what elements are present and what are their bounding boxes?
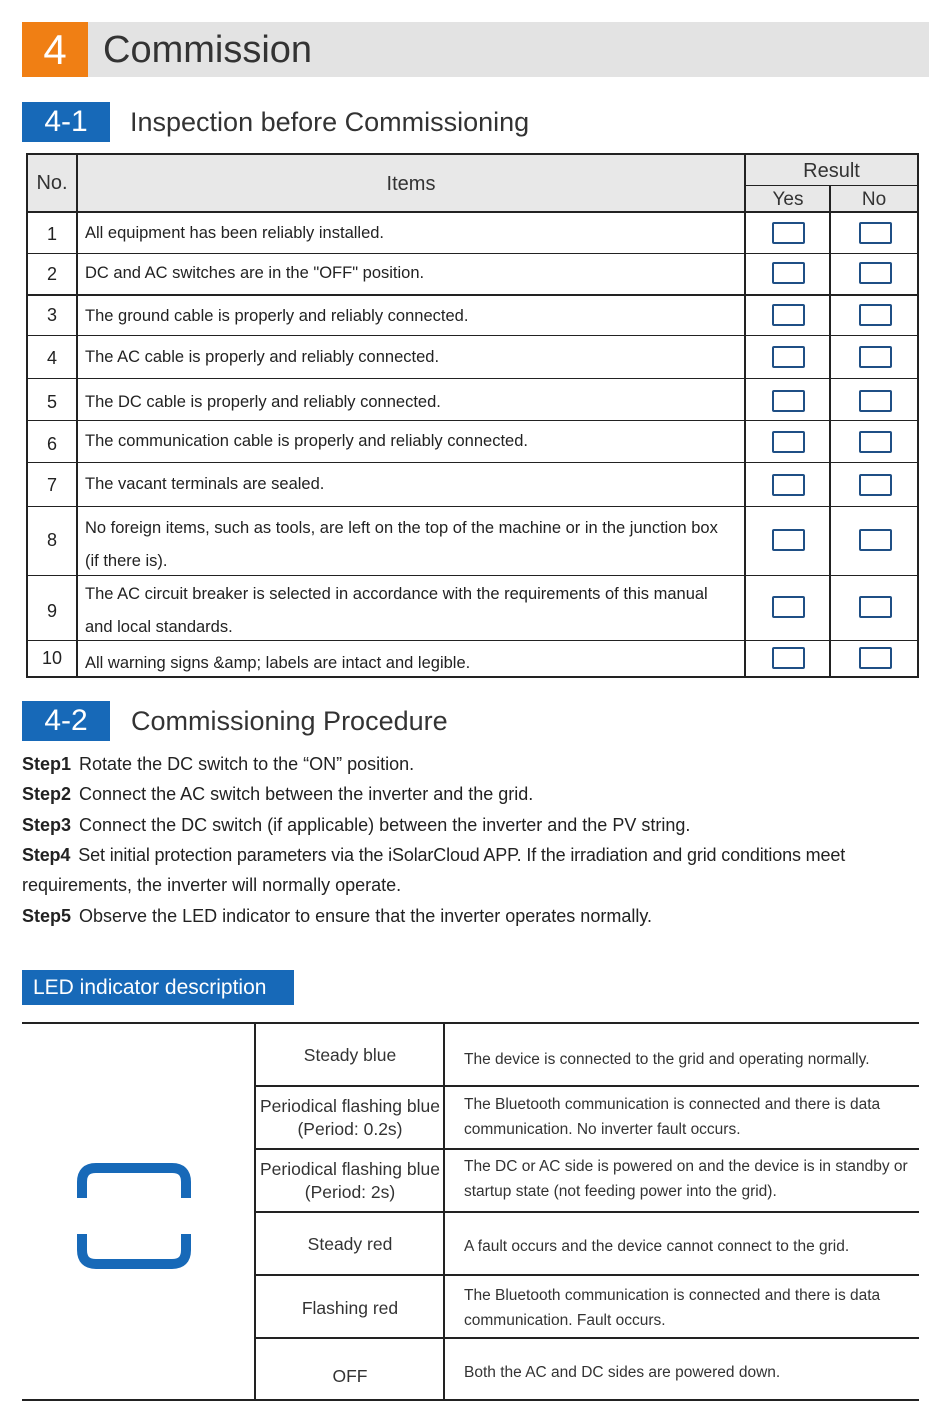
step-line [22,779,947,809]
row-number: 9 [46,601,57,621]
row-number: 1 [46,224,57,244]
row-number: 10 [41,648,63,668]
yes-checkbox[interactable] [772,431,805,453]
no-checkbox[interactable] [859,222,892,244]
no-checkbox[interactable] [859,596,892,618]
row-item: The communication cable is properly and reliably connected. [85,432,528,450]
no-checkbox[interactable] [859,431,892,453]
row-item: The AC cable is properly and reliably connected. [85,348,440,366]
section-number: 4-2 [22,701,110,741]
row-item: No foreign items, such as tools, are left on the top of the machine or in the junction box (if there is). [85,519,718,570]
chapter-number: 4 [22,22,88,77]
step-label: Step3 [22,815,72,835]
step-line [22,901,947,931]
row-item: The ground cable is properly and reliably connected. [85,307,469,325]
header-yes: Yes [772,189,804,210]
led-indicator-icon [72,1158,196,1274]
header-items: Items [386,173,436,195]
row-item: All warning signs &amp; labels are intact and legible. [85,654,471,672]
yes-checkbox[interactable] [772,390,805,412]
led-description: The DC or AC side is powered on and the device is in standby or startup state (not feeding power into the grid). [464,1158,908,1200]
row-item: DC and AC switches are in the "OFF" position. [85,264,425,282]
row-item: The DC cable is properly and reliably connected. [85,393,441,411]
yes-checkbox[interactable] [772,596,805,618]
yes-checkbox[interactable] [772,474,805,496]
led-state: Steady blue [303,1044,397,1065]
section-title: Commissioning Procedure [131,706,448,736]
step-text: Rotate the DC switch to the “ON” position. [79,754,415,774]
step-text: Connect the AC switch between the inverter and the grid. [79,784,534,804]
led-state: OFF [332,1365,368,1386]
step-label: Step5 [22,906,72,926]
led-state: Flashing red [301,1297,399,1318]
row-number: 4 [46,348,57,368]
no-checkbox[interactable] [859,529,892,551]
step-label: Step4 [22,845,71,865]
section-title: Inspection before Commissioning [130,107,530,137]
led-section-title: LED indicator description [22,970,294,1005]
yes-checkbox[interactable] [772,222,805,244]
no-checkbox[interactable] [859,346,892,368]
row-item: The vacant terminals are sealed. [85,475,325,493]
yes-checkbox[interactable] [772,262,805,284]
led-description: The Bluetooth communication is connected and there is data communication. No inverter fault occurs. [464,1096,881,1138]
step-continuation: requirements, the inverter will normally operate. [22,875,402,895]
step-label: Step2 [22,784,72,804]
header-no: No. [36,172,68,194]
led-state: Periodical flashing blue (Period: 2s) [260,1159,440,1202]
led-description: Both the AC and DC sides are powered down. [464,1363,781,1381]
row-number: 6 [46,434,57,454]
section-number: 4-1 [22,102,110,142]
step-label: Step1 [22,754,72,774]
no-checkbox[interactable] [859,474,892,496]
yes-checkbox[interactable] [772,346,805,368]
no-checkbox[interactable] [859,304,892,326]
step-text: Observe the LED indicator to ensure that the inverter operates normally. [79,906,652,926]
yes-checkbox[interactable] [772,647,805,669]
led-state: Periodical flashing blue (Period: 0.2s) [260,1096,440,1139]
step-line [22,840,947,870]
row-number: 8 [46,530,57,550]
header-no-result: No [861,189,887,210]
step-line [22,810,947,840]
chapter-title: Commission [103,29,313,71]
led-description: The device is connected to the grid and operating normally. [464,1050,870,1068]
row-number: 7 [46,475,57,495]
step-line [22,749,947,779]
led-description: The Bluetooth communication is connected and there is data communication. Fault occurs. [464,1287,881,1329]
no-checkbox[interactable] [859,262,892,284]
step-text: Set initial protection parameters via the iSolarCloud APP. If the irradiation and grid conditions meet [78,845,846,865]
no-checkbox[interactable] [859,390,892,412]
header-result: Result [803,160,860,182]
yes-checkbox[interactable] [772,529,805,551]
step-text: Connect the DC switch (if applicable) between the inverter and the PV string. [79,815,691,835]
row-item: All equipment has been reliably installed. [85,224,385,242]
no-checkbox[interactable] [859,647,892,669]
led-description: A fault occurs and the device cannot connect to the grid. [464,1237,850,1255]
row-number: 2 [46,264,57,284]
row-number: 5 [46,392,57,412]
row-item: The AC circuit breaker is selected in accordance with the requirements of this manual and local standards. [85,585,708,636]
yes-checkbox[interactable] [772,304,805,326]
led-state: Steady red [307,1233,393,1254]
row-number: 3 [46,305,57,325]
